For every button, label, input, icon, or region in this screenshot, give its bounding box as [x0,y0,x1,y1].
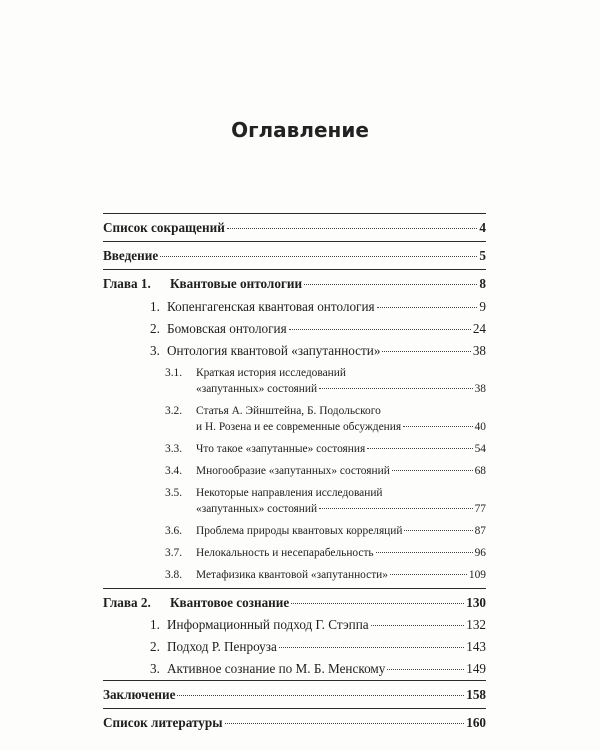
dot-leader [367,448,472,449]
section-number: 3.4. [165,465,183,477]
dot-leader [376,552,473,553]
toc-page-number: 149 [466,661,486,676]
toc-page-number: 38 [474,383,486,395]
toc-entry-title: Подход Р. Пенроуза [167,639,277,654]
dot-leader [289,329,471,330]
toc-entry-section-2-2[interactable] [150,639,486,655]
section-number: 3. [150,343,160,358]
toc-page-number: 109 [468,569,486,581]
toc-entry-title: Список литературы [103,715,223,730]
toc-entry-title: Список сокращений [103,220,225,235]
divider [103,680,486,681]
dot-leader [382,351,470,352]
toc-entry-section-1-3[interactable] [150,343,486,359]
section-number: 3.1. [165,367,183,379]
divider [103,708,486,709]
toc-entry-section-3-2[interactable] [165,421,486,433]
toc-page-number: 8 [479,276,486,291]
dot-leader [177,695,464,696]
dot-leader [291,603,464,604]
toc-entry-title-line2: «запутанных» состояний [196,383,318,395]
section-number: 3.5. [165,487,183,499]
dot-leader [403,426,473,427]
dot-leader [371,625,465,626]
divider [103,588,486,589]
toc-entry-title: Квантовые онтологии [170,276,303,291]
toc-entry-chapter-2[interactable] [103,595,486,611]
toc-entry-introduction[interactable] [103,248,486,264]
toc-page-number: 24 [472,321,486,336]
divider [103,241,486,242]
dot-leader [304,284,477,285]
dot-leader [225,723,465,724]
toc-page-number: 132 [466,617,486,632]
toc-page-number: 38 [472,343,486,358]
divider [103,269,486,270]
dot-leader [390,574,467,575]
toc-page-number: 68 [474,465,486,477]
toc-entry-title: Заключение [103,687,176,702]
section-number: 3.7. [165,547,183,559]
toc-entry-section-3-7[interactable] [165,547,486,559]
dot-leader [377,307,478,308]
toc-entry-title: Нелокальность и несепарабельность [196,547,374,559]
toc-page-number: 4 [479,220,486,235]
toc-entry-title-line1: Некоторые направления исследований [196,487,383,499]
toc-entry-section-3-4[interactable] [165,465,486,477]
toc-entry-section-3-2-line1[interactable] [165,405,381,417]
toc-entry-conclusion[interactable] [103,687,486,703]
dot-leader [279,647,464,648]
toc-entry-title: Метафизика квантовой «запутанности» [196,569,388,581]
section-number: 3.6. [165,525,183,537]
section-number: 2. [150,321,160,336]
toc-page-number: 77 [474,503,486,515]
dot-leader [160,256,477,257]
toc-entry-title: Проблема природы квантовых корреляций [196,525,403,537]
toc-entry-title: Квантовое сознание [170,595,290,610]
toc-entry-section-3-5[interactable] [165,503,486,515]
divider [103,213,486,214]
toc-page-number: 9 [479,299,486,314]
dot-leader [392,470,473,471]
toc-entry-title: Введение [103,248,159,263]
dot-leader [404,530,472,531]
toc-page-number: 5 [479,248,486,263]
toc-entry-section-3-5-line1[interactable] [165,487,383,499]
toc-entry-title-line1: Статья А. Эйнштейна, Б. Подольского [196,405,381,417]
dot-leader [319,388,473,389]
toc-entry-section-3-1[interactable] [165,383,486,395]
section-number: 1. [150,617,160,632]
section-number: 3.8. [165,569,183,581]
toc-page-number: 54 [474,443,486,455]
dot-leader [227,228,478,229]
toc-entry-section-2-1[interactable] [150,617,486,633]
toc-entry-section-3-6[interactable] [165,525,486,537]
toc-entry-chapter-1[interactable] [103,276,486,292]
toc-page-number: 160 [466,715,486,730]
toc-entry-references[interactable] [103,715,486,731]
toc-entry-section-3-8[interactable] [165,569,486,581]
toc-entry-section-3-1-line1[interactable] [165,367,346,379]
section-number: 3. [150,661,160,676]
toc-page-number: 96 [474,547,486,559]
toc-entry-section-3-3[interactable] [165,443,486,455]
dot-leader [387,669,464,670]
toc-page-number: 87 [474,525,486,537]
toc-entry-title-line2: и Н. Розена и ее современные обсуждения [196,421,402,433]
toc-entry-title: Активное сознание по М. Б. Менскому [167,661,386,676]
section-number: 1. [150,299,160,314]
toc-entry-title-line1: Краткая история исследований [196,367,346,379]
toc-page-number: 40 [474,421,486,433]
toc-page-number: 158 [466,687,486,702]
toc-entry-title: Что такое «запутанные» состояния [196,443,366,455]
toc-entry-abbreviations[interactable] [103,220,486,236]
toc-entry-title: Бомовская онтология [167,321,287,336]
toc-entry-title: Онтология квантовой «запутанности» [167,343,381,358]
section-number: 3.3. [165,443,183,455]
toc-entry-title: Информационный подход Г. Стэппа [167,617,369,632]
toc-entry-section-2-3[interactable] [150,661,486,677]
section-number: 2. [150,639,160,654]
chapter-label: Глава 1. [103,276,151,291]
toc-entry-title: Копенгагенская квантовая онтология [167,299,375,314]
toc-entry-title: Многообразие «запутанных» состояний [196,465,390,477]
page-title: Оглавление [231,118,369,142]
section-number: 3.2. [165,405,183,417]
toc-page-number: 130 [466,595,486,610]
toc-entry-section-1-1[interactable] [150,299,486,315]
toc-entry-title-line2: «запутанных» состояний [196,503,318,515]
dot-leader [319,508,473,509]
toc-page-number: 143 [466,639,486,654]
chapter-label: Глава 2. [103,595,151,610]
toc-entry-section-1-2[interactable] [150,321,486,337]
